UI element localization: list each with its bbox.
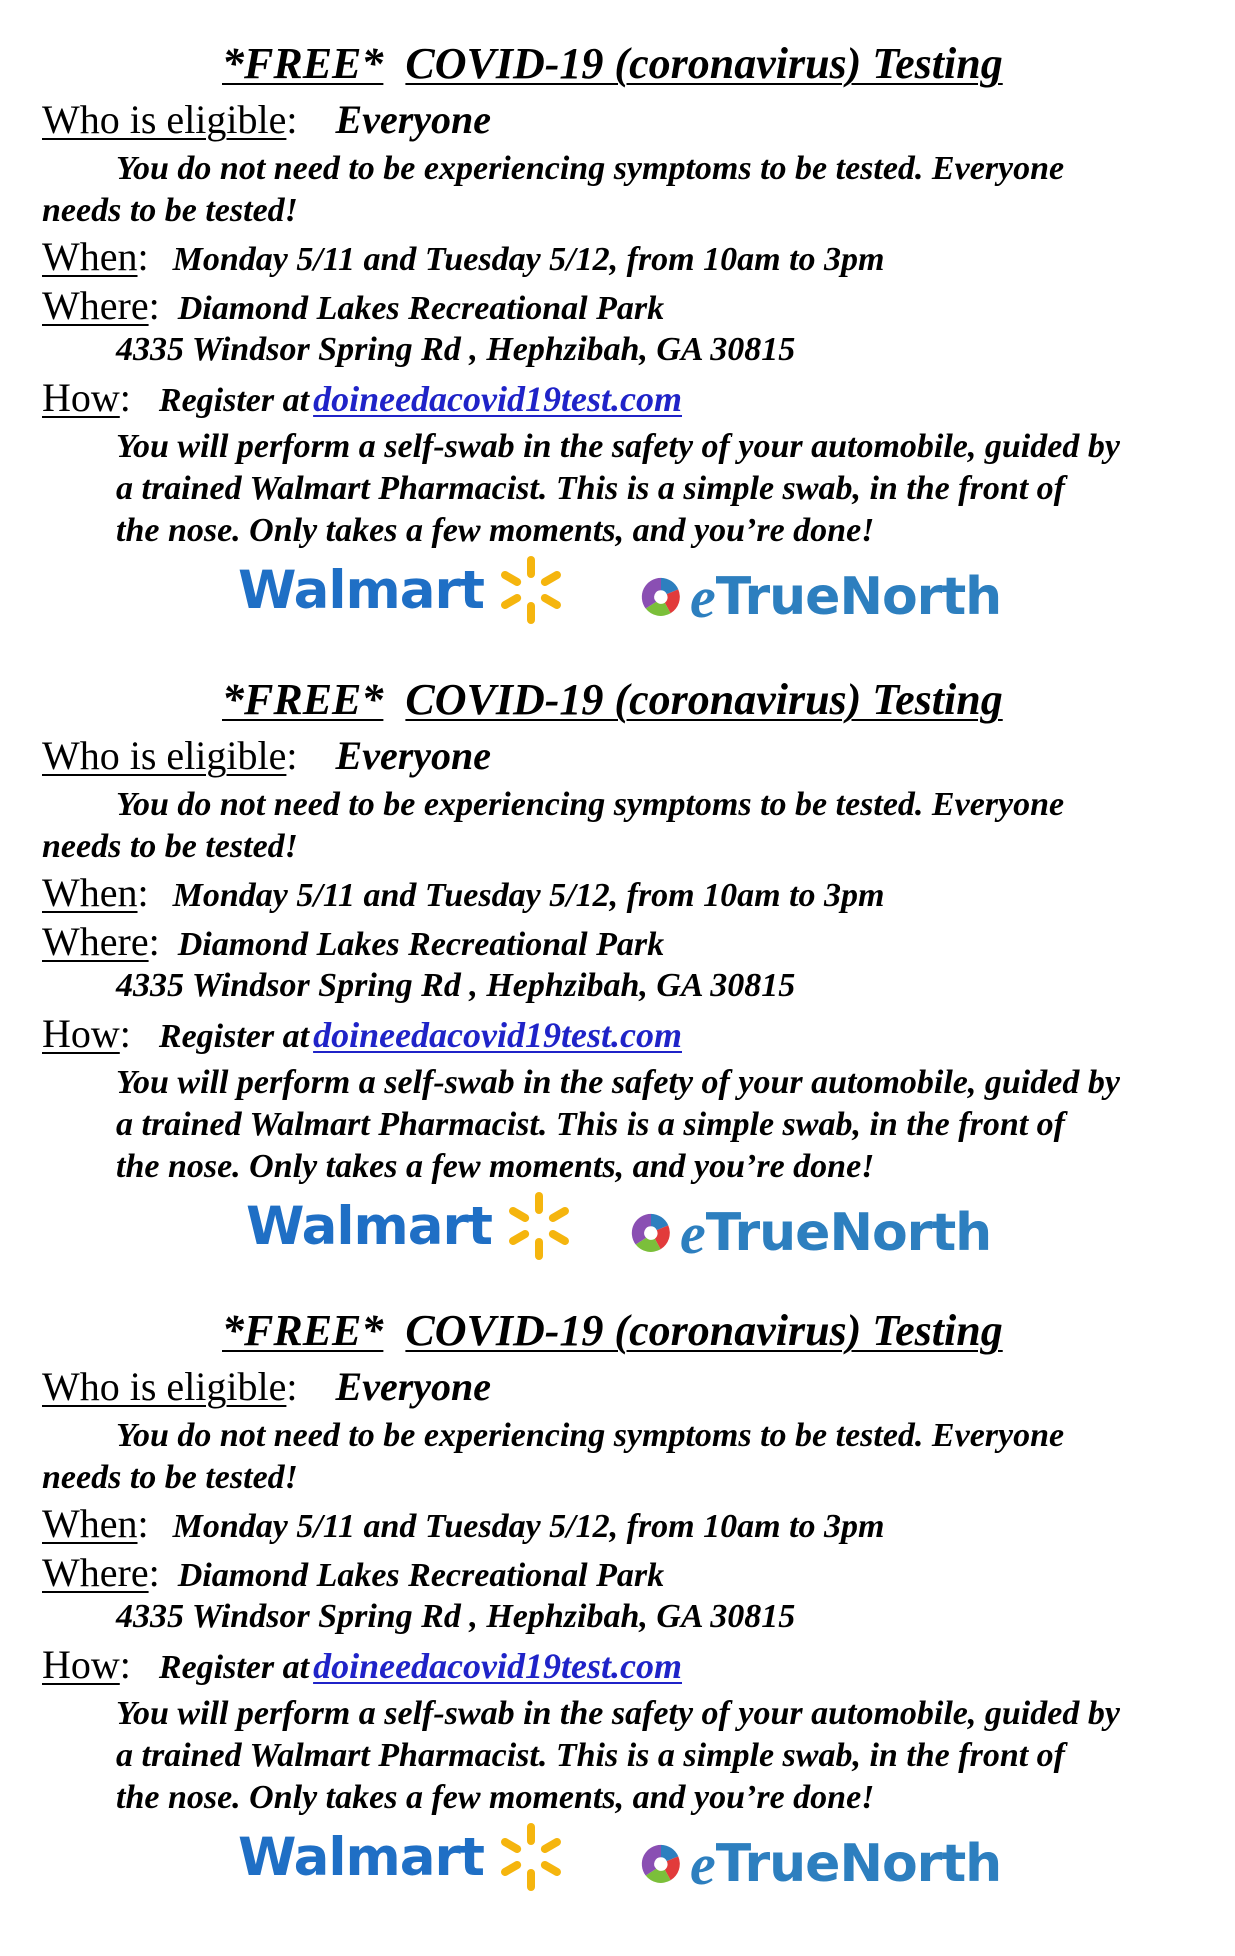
eligible-text-line-2: needs to be tested!: [42, 828, 298, 865]
etruenorth-e: e: [690, 1831, 716, 1897]
flyer-title: [222, 1305, 1003, 1356]
etruenorth-wordmark: TrueNorth: [715, 1834, 1002, 1894]
etruenorth-logo: [638, 1829, 1001, 1899]
etruenorth-e: e: [680, 1200, 706, 1266]
address: 4335 Windsor Spring Rd , Hephzibah, GA 30815: [116, 967, 796, 1004]
how-prefix: Register at: [158, 382, 310, 419]
how-row: How: Register at doineedacovid19test.com: [42, 375, 682, 420]
eligible-text-line-1: You do not need to be experiencing symptoms to be tested. Everyone: [116, 150, 1065, 187]
eligible-text-line-1: You do not need to be experiencing symptoms to be tested. Everyone: [116, 786, 1065, 823]
where-value: Diamond Lakes Recreational Park: [177, 290, 665, 327]
title-main: COVID-19 (coronavirus) Testing: [405, 39, 1003, 88]
eligible-value: Everyone: [335, 1364, 492, 1409]
walmart-logo: [246, 1191, 576, 1261]
how-label: How: [42, 1011, 120, 1056]
procedure-line-1: You will perform a self-swab in the safety of your automobile, guided by: [116, 1064, 1120, 1101]
procedure-line-1: You will perform a self-swab in the safety of your automobile, guided by: [116, 1695, 1120, 1732]
address: 4335 Windsor Spring Rd , Hephzibah, GA 30815: [116, 331, 796, 368]
etruenorth-logo: [638, 562, 1001, 632]
where-row: Where: Diamond Lakes Recreational Park: [42, 919, 665, 964]
when-label: When: [42, 234, 138, 279]
walmart-logo: [238, 1822, 568, 1892]
walmart-spark-icon: [494, 1820, 568, 1894]
procedure-line-3: the nose. Only takes a few moments, and you’re done!: [116, 1779, 875, 1816]
eligible-value: Everyone: [335, 733, 492, 778]
eligible-value: Everyone: [335, 97, 492, 142]
procedure-line-3: the nose. Only takes a few moments, and you’re done!: [116, 512, 875, 549]
walmart-spark-icon: [494, 553, 568, 627]
registration-link[interactable]: doineedacovid19test.com: [313, 1646, 682, 1686]
when-value: Monday 5/11 and Tuesday 5/12, from 10am to 3pm: [172, 877, 885, 914]
registration-link[interactable]: doineedacovid19test.com: [313, 379, 682, 419]
walmart-spark-icon: [502, 1189, 576, 1263]
etruenorth-swirl-icon: [628, 1210, 674, 1256]
where-label: Where: [42, 283, 149, 328]
flyer-title: [222, 674, 1003, 725]
flyer-2: [0, 636, 1235, 1266]
etruenorth-swirl-icon: [638, 1841, 684, 1887]
eligibility-row: Who is eligible: Everyone: [42, 733, 492, 778]
when-row: When: Monday 5/11 and Tuesday 5/12, from 10am to 3pm: [42, 870, 885, 915]
where-value: Diamond Lakes Recreational Park: [177, 1557, 665, 1594]
title-free: *FREE*: [222, 39, 384, 88]
eligibility-row: Who is eligible: Everyone: [42, 97, 492, 142]
how-row: How: Register at doineedacovid19test.com: [42, 1642, 682, 1687]
title-free: *FREE*: [222, 1306, 384, 1355]
where-value: Diamond Lakes Recreational Park: [177, 926, 665, 963]
eligible-text-line-2: needs to be tested!: [42, 1459, 298, 1496]
etruenorth-swirl-icon: [638, 574, 684, 620]
walmart-wordmark: Walmart: [238, 559, 484, 621]
when-row: When: Monday 5/11 and Tuesday 5/12, from 10am to 3pm: [42, 234, 885, 279]
etruenorth-wordmark: TrueNorth: [705, 1203, 992, 1263]
how-row: How: Register at doineedacovid19test.com: [42, 1011, 682, 1056]
procedure-line-2: a trained Walmart Pharmacist. This is a simple swab, in the front of: [116, 1106, 1065, 1143]
flyer-3: [0, 1267, 1235, 1897]
where-row: Where: Diamond Lakes Recreational Park: [42, 1550, 665, 1595]
flyer-1: [0, 0, 1235, 630]
eligible-label: Who is eligible: [42, 733, 287, 778]
eligible-label: Who is eligible: [42, 97, 287, 142]
flyer-title: [222, 38, 1003, 89]
procedure-line-2: a trained Walmart Pharmacist. This is a simple swab, in the front of: [116, 1737, 1065, 1774]
eligible-label: Who is eligible: [42, 1364, 287, 1409]
eligible-text-line-2: needs to be tested!: [42, 192, 298, 229]
how-prefix: Register at: [158, 1018, 310, 1055]
when-label: When: [42, 1501, 138, 1546]
where-row: Where: Diamond Lakes Recreational Park: [42, 283, 665, 328]
eligible-text-line-1: You do not need to be experiencing symptoms to be tested. Everyone: [116, 1417, 1065, 1454]
address: 4335 Windsor Spring Rd , Hephzibah, GA 30815: [116, 1598, 796, 1635]
where-label: Where: [42, 919, 149, 964]
how-prefix: Register at: [158, 1649, 310, 1686]
how-label: How: [42, 1642, 120, 1687]
walmart-wordmark: Walmart: [238, 1826, 484, 1888]
registration-link[interactable]: doineedacovid19test.com: [313, 1015, 682, 1055]
when-value: Monday 5/11 and Tuesday 5/12, from 10am to 3pm: [172, 1508, 885, 1545]
when-row: When: Monday 5/11 and Tuesday 5/12, from 10am to 3pm: [42, 1501, 885, 1546]
when-label: When: [42, 870, 138, 915]
procedure-line-2: a trained Walmart Pharmacist. This is a simple swab, in the front of: [116, 470, 1065, 507]
etruenorth-logo: [628, 1198, 991, 1268]
etruenorth-e: e: [690, 564, 716, 630]
how-label: How: [42, 375, 120, 420]
walmart-wordmark: Walmart: [246, 1195, 492, 1257]
when-value: Monday 5/11 and Tuesday 5/12, from 10am to 3pm: [172, 241, 885, 278]
where-label: Where: [42, 1550, 149, 1595]
procedure-line-3: the nose. Only takes a few moments, and you’re done!: [116, 1148, 875, 1185]
title-main: COVID-19 (coronavirus) Testing: [405, 1306, 1003, 1355]
walmart-logo: [238, 555, 568, 625]
title-free: *FREE*: [222, 675, 384, 724]
eligibility-row: Who is eligible: Everyone: [42, 1364, 492, 1409]
title-main: COVID-19 (coronavirus) Testing: [405, 675, 1003, 724]
etruenorth-wordmark: TrueNorth: [715, 567, 1002, 627]
procedure-line-1: You will perform a self-swab in the safety of your automobile, guided by: [116, 428, 1120, 465]
